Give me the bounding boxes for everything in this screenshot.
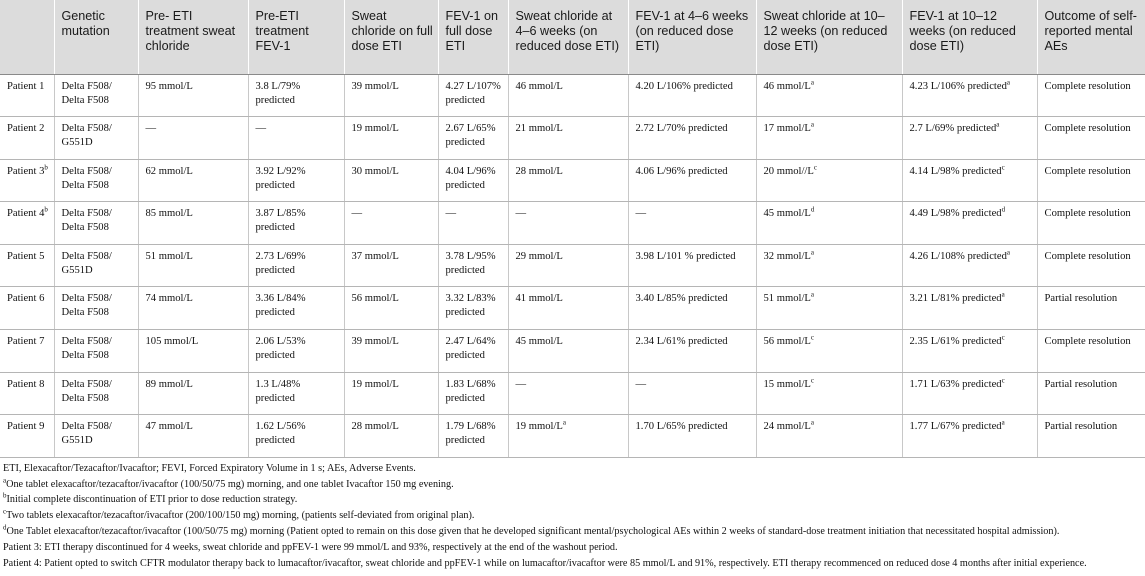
header-cell: FEV-1 on full dose ETI: [438, 0, 508, 74]
footnote-marker: c: [3, 507, 7, 516]
outcome-cell: [1037, 74, 1145, 117]
full-dose-fev1-cell-text: 1.83 L/68% predicted: [445, 378, 496, 404]
week4-6-sweat-chloride-cell-text: 28 mmol/L: [515, 165, 563, 177]
week10-12-fev1-cell-text: 2.35 L/61% predicted: [909, 336, 1002, 348]
full-dose-fev1-cell: [438, 117, 508, 160]
table-row: [0, 372, 1145, 415]
footnote-marker: c: [810, 376, 814, 385]
week10-12-fev1-cell: [902, 372, 1037, 415]
header-cell: Outcome of self-reported mental AEs: [1037, 0, 1145, 74]
pre-sweat-chloride-cell: [138, 159, 248, 202]
footnote-text: One tablet elexacaftor/tezacaftor/ivacaftor (100/50/75 mg) morning, and one tablet Ivacaftor 150 mg evening.: [6, 478, 454, 490]
week4-6-fev1-cell-text: 2.72 L/70% predicted: [635, 123, 728, 135]
full-dose-fev1-cell: [438, 330, 508, 373]
mutation-cell: [54, 117, 138, 160]
mutation-cell-text: Delta F508/ Delta F508: [61, 208, 112, 234]
outcome-cell-text: Complete resolution: [1044, 165, 1131, 177]
patient-cell: [0, 287, 54, 330]
week10-12-fev1-cell-text: 4.14 L/98% predicted: [909, 165, 1002, 177]
mutation-cell-text: Delta F508/ G551D: [61, 123, 112, 149]
full-dose-sweat-chloride-cell-text: 28 mmol/L: [351, 421, 399, 433]
week4-6-fev1-cell: [628, 372, 756, 415]
patient-cell: [0, 74, 54, 117]
footnote-marker: a: [1001, 290, 1005, 299]
week10-12-fev1-cell-text: 1.71 L/63% predicted: [909, 378, 1002, 390]
footnotes: [0, 458, 1145, 572]
full-dose-sweat-chloride-cell-text: 19 mmol/L: [351, 378, 399, 390]
pre-sweat-chloride-cell: [138, 287, 248, 330]
table-row: [0, 287, 1145, 330]
week4-6-sweat-chloride-cell: [508, 330, 628, 373]
week4-6-sweat-chloride-cell-text: 19 mmol/L: [515, 421, 563, 433]
footnote-line: [3, 492, 1145, 508]
pre-fev1-cell-text: 1.3 L/48% predicted: [255, 378, 301, 404]
header-cell: Sweat chloride at 10–12 weeks (on reduced dose ETI): [756, 0, 902, 74]
mutation-cell-text: Delta F508/ G551D: [61, 421, 112, 447]
full-dose-fev1-cell-text: 4.27 L/107% predicted: [445, 80, 501, 106]
footnote-marker: d: [1001, 205, 1006, 214]
full-dose-fev1-cell: [438, 159, 508, 202]
footnote-marker: b: [44, 163, 48, 172]
outcome-cell: [1037, 244, 1145, 287]
outcome-cell-text: Complete resolution: [1044, 336, 1131, 348]
week10-12-sweat-chloride-cell-text: 51 mmol/L: [763, 293, 811, 305]
patient-cell-text: Patient 4: [7, 208, 45, 220]
week10-12-fev1-cell-text: 2.7 L/69% predicted: [909, 123, 997, 135]
full-dose-sweat-chloride-cell: [344, 159, 438, 202]
footnote-marker: d: [810, 205, 815, 214]
outcome-cell: [1037, 330, 1145, 373]
footnote-line: [3, 556, 1145, 572]
pre-sweat-chloride-cell: [138, 74, 248, 117]
week10-12-sweat-chloride-cell-text: 46 mmol/L: [763, 80, 811, 92]
footnote-text: ETI, Elexacaftor/Tezacaftor/Ivacaftor; FEVI, Forced Expiratory Volume in 1 s; AEs, Adverse Events.: [3, 462, 416, 474]
patient-cell: [0, 330, 54, 373]
week4-6-sweat-chloride-cell: [508, 287, 628, 330]
full-dose-fev1-cell: [438, 202, 508, 245]
outcome-cell: [1037, 372, 1145, 415]
full-dose-fev1-cell: [438, 244, 508, 287]
week4-6-fev1-cell-text: —: [635, 378, 647, 390]
week10-12-fev1-cell: [902, 287, 1037, 330]
week10-12-fev1-cell-text: 4.23 L/106% predicted: [909, 80, 1007, 92]
full-dose-sweat-chloride-cell: [344, 244, 438, 287]
mutation-cell-text: Delta F508/ Delta F508: [61, 165, 112, 191]
full-dose-fev1-cell-text: 1.79 L/68% predicted: [445, 421, 496, 447]
outcome-cell: [1037, 202, 1145, 245]
pre-sweat-chloride-cell-text: 74 mmol/L: [145, 293, 193, 305]
full-dose-fev1-cell: [438, 372, 508, 415]
week4-6-sweat-chloride-cell: [508, 415, 628, 458]
week4-6-sweat-chloride-cell-text: 45 mmol/L: [515, 336, 563, 348]
week10-12-sweat-chloride-cell: [756, 244, 902, 287]
week10-12-fev1-cell: [902, 202, 1037, 245]
footnote-line: [3, 524, 1145, 540]
full-dose-sweat-chloride-cell-text: 56 mmol/L: [351, 293, 399, 305]
week10-12-sweat-chloride-cell: [756, 117, 902, 160]
full-dose-sweat-chloride-cell-text: 19 mmol/L: [351, 123, 399, 135]
week4-6-fev1-cell: [628, 415, 756, 458]
week10-12-sweat-chloride-cell-text: 56 mmol/L: [763, 336, 811, 348]
week4-6-fev1-cell-text: 3.40 L/85% predicted: [635, 293, 728, 305]
footnote-line: [3, 540, 1145, 556]
mutation-cell-text: Delta F508/ Delta F508: [61, 80, 112, 106]
full-dose-sweat-chloride-cell: [344, 330, 438, 373]
week4-6-sweat-chloride-cell-text: —: [515, 208, 527, 220]
mutation-cell-text: Delta F508/ Delta F508: [61, 378, 112, 404]
week10-12-sweat-chloride-cell-text: 24 mmol/L: [763, 421, 811, 433]
header-cell: Pre- ETI treatment sweat chloride: [138, 0, 248, 74]
footnote-text: One Tablet elexacaftor/tezacaftor/ivacaftor (100/50/75 mg) morning (Patient opted to remain on this dose given that he developed significant mental/psychological AEs within 2 weeks of standard-dose treatment initiation that necessitated hospital admission).: [6, 526, 1060, 538]
week4-6-sweat-chloride-cell-text: 41 mmol/L: [515, 293, 563, 305]
full-dose-sweat-chloride-cell: [344, 415, 438, 458]
week10-12-sweat-chloride-cell: [756, 287, 902, 330]
footnote-line: [3, 508, 1145, 524]
week10-12-fev1-cell: [902, 117, 1037, 160]
full-dose-fev1-cell: [438, 74, 508, 117]
week4-6-sweat-chloride-cell-text: —: [515, 378, 527, 390]
pre-fev1-cell-text: —: [255, 123, 267, 135]
full-dose-sweat-chloride-cell: [344, 202, 438, 245]
full-dose-sweat-chloride-cell-text: 37 mmol/L: [351, 250, 399, 262]
week4-6-sweat-chloride-cell: [508, 244, 628, 287]
mutation-cell: [54, 372, 138, 415]
week10-12-sweat-chloride-cell: [756, 159, 902, 202]
week10-12-fev1-cell: [902, 244, 1037, 287]
footnote-marker: a: [810, 290, 814, 299]
week4-6-sweat-chloride-cell: [508, 372, 628, 415]
full-dose-fev1-cell: [438, 415, 508, 458]
patient-cell-text: Patient 6: [7, 293, 45, 305]
footnote-marker: a: [1001, 418, 1005, 427]
pre-fev1-cell-text: 2.73 L/69% predicted: [255, 250, 306, 276]
week4-6-fev1-cell-text: 1.70 L/65% predicted: [635, 421, 728, 433]
table-row: [0, 244, 1145, 287]
footnote-marker: c: [1001, 333, 1005, 342]
header-row: [0, 0, 1145, 74]
week10-12-fev1-cell: [902, 159, 1037, 202]
pre-fev1-cell-text: 3.36 L/84% predicted: [255, 293, 306, 319]
pre-fev1-cell: [248, 159, 344, 202]
pre-fev1-cell: [248, 74, 344, 117]
week4-6-sweat-chloride-cell: [508, 159, 628, 202]
header-cell: [0, 0, 54, 74]
full-dose-fev1-cell-text: 2.47 L/64% predicted: [445, 336, 496, 362]
footnote-marker: b: [3, 492, 7, 501]
week10-12-fev1-cell-text: 4.26 L/108% predicted: [909, 250, 1007, 262]
week4-6-sweat-chloride-cell-text: 46 mmol/L: [515, 80, 563, 92]
pre-fev1-cell: [248, 244, 344, 287]
week4-6-sweat-chloride-cell-text: 21 mmol/L: [515, 123, 563, 135]
mutation-cell: [54, 415, 138, 458]
patient-cell-text: Patient 3: [7, 165, 45, 177]
full-dose-fev1-cell-text: 3.78 L/95% predicted: [445, 250, 496, 276]
header-cell: Genetic mutation: [54, 0, 138, 74]
pre-fev1-cell: [248, 415, 344, 458]
table-row: [0, 159, 1145, 202]
mutation-cell: [54, 159, 138, 202]
patient-cell: [0, 415, 54, 458]
footnote-marker: c: [1001, 376, 1005, 385]
footnote-marker: d: [3, 523, 7, 532]
week10-12-sweat-chloride-cell-text: 15 mmol/L: [763, 378, 811, 390]
footnote-marker: a: [562, 418, 566, 427]
week4-6-fev1-cell-text: 4.20 L/106% predicted: [635, 80, 733, 92]
outcome-cell: [1037, 287, 1145, 330]
week4-6-fev1-cell: [628, 117, 756, 160]
mutation-cell: [54, 74, 138, 117]
pre-fev1-cell-text: 3.8 L/79% predicted: [255, 80, 301, 106]
full-dose-fev1-cell-text: 2.67 L/65% predicted: [445, 123, 496, 149]
pre-sweat-chloride-cell: [138, 202, 248, 245]
footnote-marker: c: [810, 333, 814, 342]
footnote-text: Initial complete discontinuation of ETI prior to dose reduction strategy.: [6, 494, 298, 506]
week10-12-sweat-chloride-cell-text: 32 mmol/L: [763, 250, 811, 262]
full-dose-sweat-chloride-cell-text: 30 mmol/L: [351, 165, 399, 177]
week4-6-fev1-cell: [628, 287, 756, 330]
header-cell: Pre-ETI treatment FEV-1: [248, 0, 344, 74]
pre-sweat-chloride-cell: [138, 330, 248, 373]
full-dose-sweat-chloride-cell-text: —: [351, 208, 363, 220]
full-dose-sweat-chloride-cell-text: 39 mmol/L: [351, 80, 399, 92]
full-dose-fev1-cell-text: —: [445, 208, 457, 220]
outcome-cell-text: Complete resolution: [1044, 80, 1131, 92]
patient-cell: [0, 244, 54, 287]
pre-sweat-chloride-cell-text: 62 mmol/L: [145, 165, 193, 177]
full-dose-sweat-chloride-cell-text: 39 mmol/L: [351, 336, 399, 348]
table-row: [0, 415, 1145, 458]
pre-fev1-cell-text: 1.62 L/56% predicted: [255, 421, 306, 447]
week10-12-fev1-cell: [902, 74, 1037, 117]
pre-sweat-chloride-cell: [138, 415, 248, 458]
week4-6-fev1-cell: [628, 330, 756, 373]
pre-fev1-cell: [248, 287, 344, 330]
patient-cell: [0, 117, 54, 160]
pre-sweat-chloride-cell: [138, 244, 248, 287]
week4-6-sweat-chloride-cell: [508, 117, 628, 160]
pre-sweat-chloride-cell-text: 89 mmol/L: [145, 378, 193, 390]
week4-6-fev1-cell-text: 4.06 L/96% predicted: [635, 165, 728, 177]
mutation-cell-text: Delta F508/ G551D: [61, 250, 112, 276]
full-dose-sweat-chloride-cell: [344, 117, 438, 160]
pre-sweat-chloride-cell-text: 47 mmol/L: [145, 421, 193, 433]
full-dose-fev1-cell-text: 4.04 L/96% predicted: [445, 165, 496, 191]
full-dose-fev1-cell-text: 3.32 L/83% predicted: [445, 293, 496, 319]
week4-6-fev1-cell: [628, 202, 756, 245]
table-row: [0, 117, 1145, 160]
week4-6-fev1-cell-text: 3.98 L/101 % predicted: [635, 250, 736, 262]
pre-fev1-cell: [248, 330, 344, 373]
full-dose-sweat-chloride-cell: [344, 372, 438, 415]
pre-sweat-chloride-cell-text: —: [145, 123, 157, 135]
week10-12-fev1-cell-text: 3.21 L/81% predicted: [909, 293, 1002, 305]
outcome-cell-text: Complete resolution: [1044, 123, 1131, 135]
patient-cell-text: Patient 9: [7, 421, 45, 433]
week4-6-sweat-chloride-cell: [508, 202, 628, 245]
pre-sweat-chloride-cell: [138, 372, 248, 415]
week10-12-sweat-chloride-cell-text: 17 mmol/L: [763, 123, 811, 135]
week10-12-sweat-chloride-cell: [756, 372, 902, 415]
footnote-marker: a: [1006, 77, 1010, 86]
table-row: [0, 74, 1145, 117]
outcome-cell-text: Partial resolution: [1044, 293, 1118, 305]
week4-6-fev1-cell: [628, 244, 756, 287]
outcome-cell: [1037, 159, 1145, 202]
pre-fev1-cell: [248, 202, 344, 245]
outcome-cell-text: Complete resolution: [1044, 250, 1131, 262]
patient-cell-text: Patient 2: [7, 123, 45, 135]
week4-6-fev1-cell-text: 2.34 L/61% predicted: [635, 336, 728, 348]
patient-cell: [0, 159, 54, 202]
pre-sweat-chloride-cell-text: 51 mmol/L: [145, 250, 193, 262]
week4-6-sweat-chloride-cell: [508, 74, 628, 117]
patient-cell-text: Patient 8: [7, 378, 45, 390]
pre-fev1-cell-text: 3.92 L/92% predicted: [255, 165, 306, 191]
header-cell: Sweat chloride on full dose ETI: [344, 0, 438, 74]
week10-12-fev1-cell: [902, 415, 1037, 458]
week10-12-sweat-chloride-cell: [756, 202, 902, 245]
pre-sweat-chloride-cell: [138, 117, 248, 160]
table-body: [0, 74, 1145, 457]
outcome-cell-text: Complete resolution: [1044, 208, 1131, 220]
outcome-cell-text: Partial resolution: [1044, 421, 1118, 433]
mutation-cell-text: Delta F508/ Delta F508: [61, 336, 112, 362]
header-cell: Sweat chloride at 4–6 weeks (on reduced dose ETI): [508, 0, 628, 74]
header-cell: FEV-1 at 4–6 weeks (on reduced dose ETI): [628, 0, 756, 74]
week10-12-fev1-cell-text: 1.77 L/67% predicted: [909, 421, 1002, 433]
outcome-cell: [1037, 117, 1145, 160]
week4-6-sweat-chloride-cell-text: 29 mmol/L: [515, 250, 563, 262]
mutation-cell: [54, 202, 138, 245]
mutation-cell: [54, 287, 138, 330]
week10-12-sweat-chloride-cell-text: 45 mmol/L: [763, 208, 811, 220]
footnote-line: [3, 461, 1145, 477]
footnote-marker: a: [810, 77, 814, 86]
pre-fev1-cell: [248, 117, 344, 160]
footnote-text: Patient 3: ETI therapy discontinued for 4 weeks, sweat chloride and ppFEV-1 were 99 mmol/L and 93%, respectively at the end of the washout period.: [3, 541, 618, 553]
patient-cell-text: Patient 1: [7, 80, 45, 92]
footnote-marker: a: [1006, 248, 1010, 257]
week4-6-fev1-cell: [628, 159, 756, 202]
pre-sweat-chloride-cell-text: 105 mmol/L: [145, 336, 199, 348]
full-dose-sweat-chloride-cell: [344, 74, 438, 117]
patient-cell: [0, 202, 54, 245]
footnote-text: Patient 4: Patient opted to switch CFTR modulator therapy back to lumacaftor/ivacaftor, sweat chloride and ppFEV-1 while on lumacaftor/ivacaftor were 85 mmol/L and 91%, respectively. ETI therapy recommenced on reduced dose 4 months after initial experience.: [3, 557, 1087, 569]
footnote-marker: b: [44, 205, 48, 214]
patient-cell-text: Patient 7: [7, 336, 45, 348]
mutation-cell: [54, 244, 138, 287]
footnote-marker: c: [813, 163, 817, 172]
footnote-marker: a: [810, 248, 814, 257]
table-row: [0, 330, 1145, 373]
footnote-marker: a: [3, 476, 7, 485]
patient-cell-text: Patient 5: [7, 250, 45, 262]
outcome-cell-text: Partial resolution: [1044, 378, 1118, 390]
outcome-cell: [1037, 415, 1145, 458]
mutation-cell-text: Delta F508/ Delta F508: [61, 293, 112, 319]
pre-sweat-chloride-cell-text: 95 mmol/L: [145, 80, 193, 92]
footnote-line: [3, 477, 1145, 493]
week10-12-sweat-chloride-cell: [756, 330, 902, 373]
footnote-marker: a: [810, 418, 814, 427]
week10-12-sweat-chloride-cell: [756, 415, 902, 458]
week10-12-fev1-cell-text: 4.49 L/98% predicted: [909, 208, 1002, 220]
footnote-marker: a: [810, 120, 814, 129]
footnote-text: Two tablets elexacaftor/tezacaftor/ivacaftor (200/100/150 mg) morning, (patients self-deviated from original plan).: [6, 510, 475, 522]
week4-6-fev1-cell: [628, 74, 756, 117]
mutation-cell: [54, 330, 138, 373]
pre-fev1-cell: [248, 372, 344, 415]
week10-12-sweat-chloride-cell: [756, 74, 902, 117]
full-dose-fev1-cell: [438, 287, 508, 330]
header-cell: FEV-1 at 10–12 weeks (on reduced dose ETI): [902, 0, 1037, 74]
full-dose-sweat-chloride-cell: [344, 287, 438, 330]
pre-fev1-cell-text: 2.06 L/53% predicted: [255, 336, 306, 362]
week4-6-fev1-cell-text: —: [635, 208, 647, 220]
pre-sweat-chloride-cell-text: 85 mmol/L: [145, 208, 193, 220]
footnote-marker: c: [1001, 163, 1005, 172]
week10-12-sweat-chloride-cell-text: 20 mmol//L: [763, 165, 814, 177]
table-row: [0, 202, 1145, 245]
footnote-marker: a: [996, 120, 1000, 129]
week10-12-fev1-cell: [902, 330, 1037, 373]
pre-fev1-cell-text: 3.87 L/85% predicted: [255, 208, 306, 234]
patient-cell: [0, 372, 54, 415]
